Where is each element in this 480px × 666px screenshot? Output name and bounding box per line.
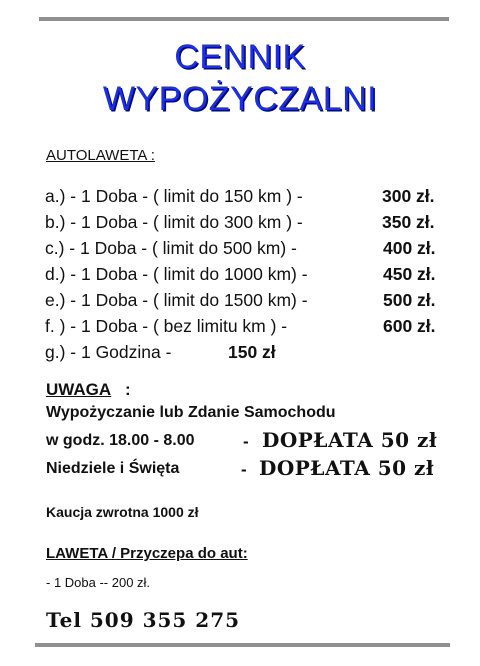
price-row-amount: 350 zł.	[382, 212, 435, 232]
phone-number: Tel 509 355 275	[46, 608, 241, 632]
laweta-price-line: - 1 Doba -- 200 zł.	[46, 575, 151, 590]
price-row-description: e.) - 1 Doba - ( limit do 1500 km) -	[45, 290, 308, 310]
price-row	[45, 290, 465, 314]
uwaga-line-2: w godz. 18.00 - 8.00	[46, 432, 195, 449]
laweta-heading: LAWETA / Przyczepa do aut:	[46, 545, 248, 562]
price-row-amount: 600 zł.	[383, 316, 436, 336]
price-row-amount: 500 zł.	[383, 290, 436, 310]
bottom-divider	[35, 643, 450, 647]
surcharge-label-2: DOPŁATA 50 zł	[259, 456, 435, 480]
deposit-text: Kaucja zwrotna 1000 zł	[46, 504, 199, 520]
price-row-amount: 150 zł	[228, 342, 276, 362]
top-divider	[39, 17, 449, 21]
surcharge-label-1: DOPŁATA 50 zł	[262, 428, 438, 452]
price-row-amount: 400 zł.	[383, 238, 436, 258]
price-row-description: f. ) - 1 Doba - ( bez limitu km ) -	[45, 316, 288, 336]
price-row	[45, 264, 465, 288]
price-row-description: d.) - 1 Doba - ( limit do 1000 km) -	[45, 264, 308, 284]
uwaga-dash-2: -	[241, 460, 247, 479]
price-row-amount: 450 zł.	[383, 264, 436, 284]
price-row	[45, 342, 465, 366]
uwaga-heading: UWAGA	[46, 380, 112, 399]
price-row-description: a.) - 1 Doba - ( limit do 150 km ) -	[45, 186, 303, 206]
price-row	[45, 186, 465, 210]
price-row	[45, 316, 465, 340]
price-row-description: c.) - 1 Doba - ( limit do 500 km) -	[45, 238, 297, 258]
page-title-line2: WYPOŻYCZALNI	[102, 80, 378, 118]
page-title-line1: CENNIK	[174, 38, 306, 76]
price-row-amount: 300 zł.	[382, 186, 435, 206]
uwaga-line-1: Wypożyczanie lub Zdanie Samochodu	[46, 404, 336, 421]
uwaga-colon: :	[125, 380, 131, 399]
price-row	[45, 238, 465, 262]
price-row-description: g.) - 1 Godzina -	[45, 342, 172, 362]
uwaga-dash-1: -	[243, 432, 249, 451]
price-row-description: b.) - 1 Doba - ( limit do 300 km ) -	[45, 212, 303, 232]
autolaweta-heading: AUTOLAWETA :	[46, 147, 155, 164]
uwaga-line-3: Niedziele i Święta	[46, 460, 180, 477]
price-row	[45, 212, 465, 236]
